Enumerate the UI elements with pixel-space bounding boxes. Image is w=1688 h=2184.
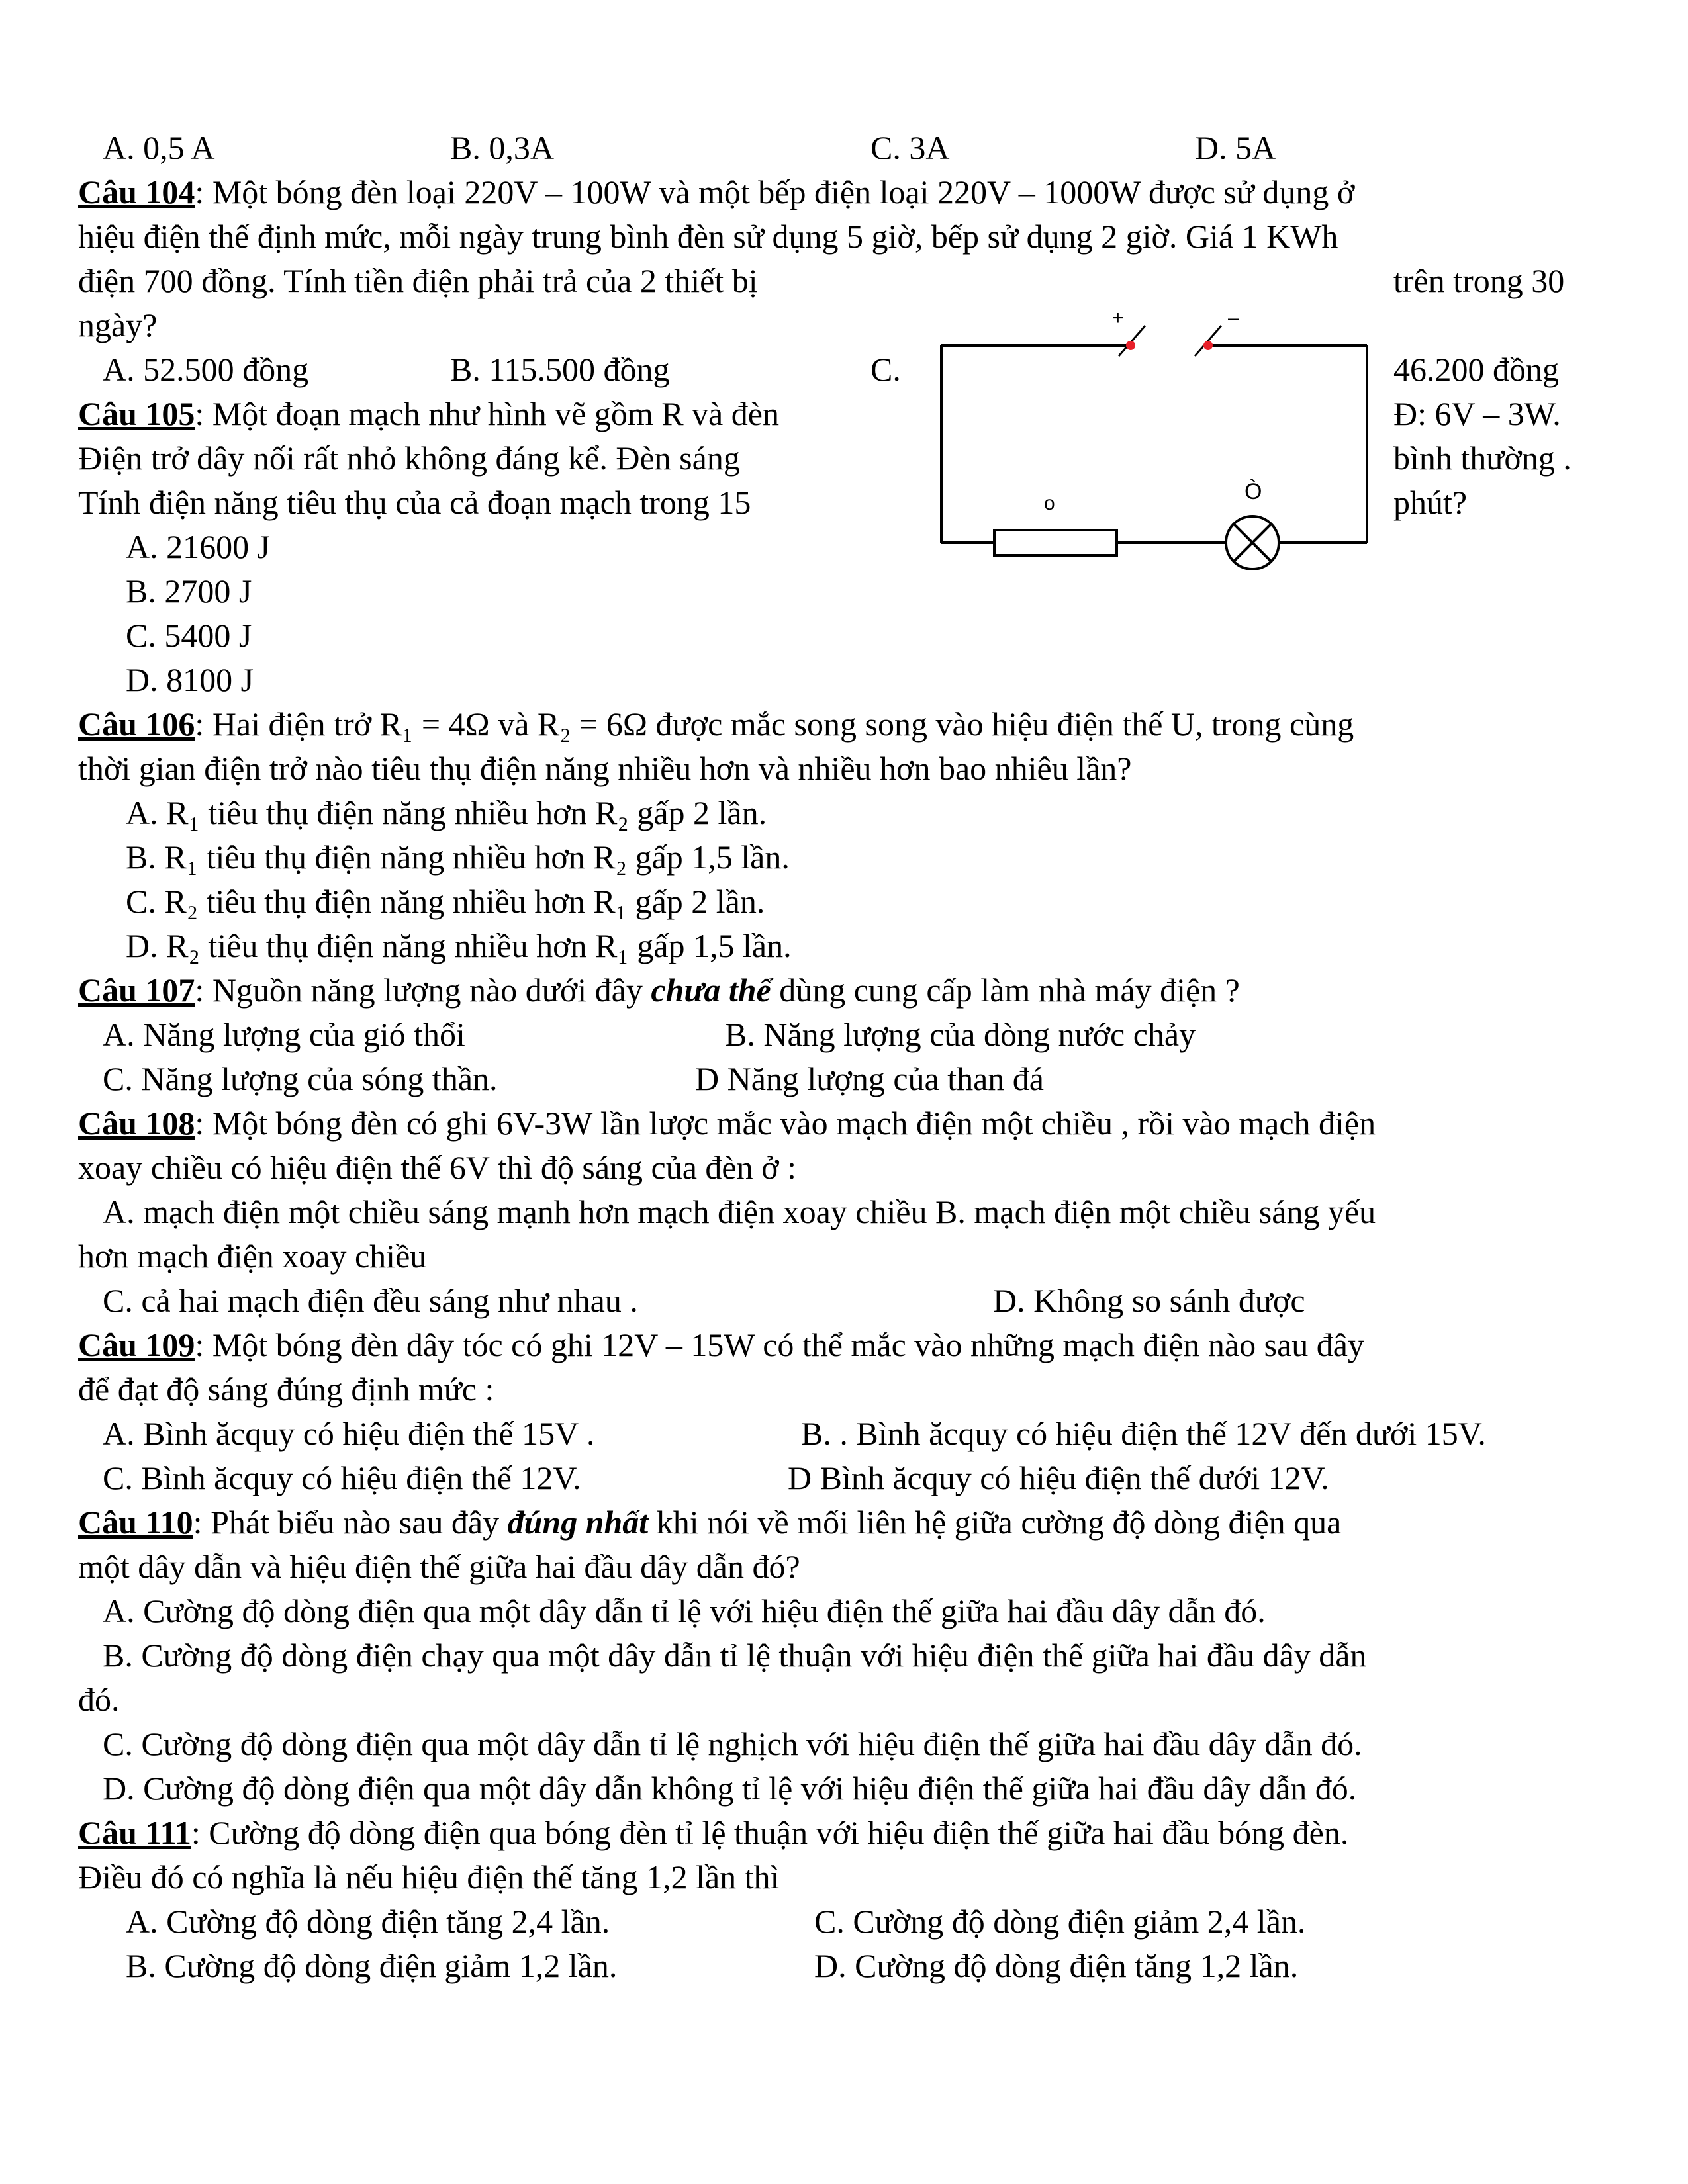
question-107-text-b: dùng cung cấp làm nhà máy điện ?	[771, 972, 1240, 1009]
question-105-line-1b: Đ: 6V – 3W.	[1393, 395, 1561, 432]
question-111-line-2: Điều đó có nghĩa là nếu hiệu điện thế tăng 1,2 lần thì	[78, 1858, 780, 1895]
question-104-line-2: hiệu điện thế định mức, mỗi ngày trung bình đèn sử dụng 5 giờ, bếp sử dụng 2 giờ. Giá 1 KWh	[78, 218, 1338, 255]
question-108-label: Câu 108	[78, 1105, 195, 1142]
question-109-text-1: : Một bóng đèn dây tóc có ghi 12V – 15W có thể mắc vào những mạch điện nào sau đây	[195, 1326, 1364, 1363]
question-109-line-2: để đạt độ sáng đúng định mức :	[78, 1371, 494, 1408]
question-108-option-d: D. Không so sánh được	[993, 1282, 1305, 1319]
question-110-text-b: khi nói về mối liên hệ giữa cường độ dòng điện qua	[648, 1504, 1342, 1541]
question-104-line-1	[78, 170, 1354, 214]
resistor	[994, 530, 1117, 555]
question-104-line-3b: trên trong 30	[1393, 262, 1565, 299]
prev-option-c: C. 3A	[870, 129, 950, 166]
question-104-text-1: : Một bóng đèn loại 220V – 100W và một bếp điện loại 220V – 1000W được sử dụng ở	[195, 173, 1355, 210]
question-111-option-c: C. Cường độ dòng điện giảm 2,4 lần.	[814, 1903, 1306, 1940]
question-105-option-a: A. 21600 J	[126, 528, 271, 565]
question-106-line-2: thời gian điện trở nào tiêu thụ điện năng nhiều hơn và nhiều hơn bao nhiêu lần?	[78, 750, 1132, 787]
question-104-line-4: ngày?	[78, 306, 158, 343]
terminal-minus-dot	[1203, 341, 1213, 350]
question-110-option-b: B. Cường độ dòng điện chạy qua một dây dẫn tỉ lệ thuận với hiệu điện thế giữa hai đầu dây dẫn	[103, 1637, 1367, 1674]
question-108-option-b-cont: hơn mạch điện xoay chiều	[78, 1238, 427, 1275]
question-105-option-b: B. 2700 J	[126, 572, 252, 610]
question-110-line-2: một dây dẫn và hiệu điện thế giữa hai đầu dây dẫn đó?	[78, 1548, 800, 1585]
question-106-text-1: : Hai điện trở R₁ = 4Ω và R₂ = 6Ω được mắc song song vào hiệu điện thế U, trong cùng	[195, 705, 1354, 743]
question-111-option-b: B. Cường độ dòng điện giảm 1,2 lần.	[126, 1947, 618, 1984]
prev-option-b: B. 0,3A	[450, 129, 554, 166]
question-104-option-c-prefix: C.	[870, 351, 901, 388]
question-104-line-3a: điện 700 đồng. Tính tiền điện phải trả của 2 thiết bị	[78, 262, 758, 299]
question-110-option-b-cont: đó.	[78, 1681, 120, 1718]
question-105-label: Câu 105	[78, 395, 195, 432]
question-111-label: Câu 111	[78, 1814, 191, 1851]
question-105-line-2a: Điện trở dây nối rất nhỏ không đáng kể. Đèn sáng	[78, 439, 740, 477]
question-108-line-2: xoay chiều có hiệu điện thế 6V thì độ sáng của đèn ở :	[78, 1149, 796, 1186]
resistor-label: o	[1044, 492, 1055, 514]
question-105-line-1	[78, 392, 779, 436]
prev-option-d: D. 5A	[1195, 129, 1276, 166]
question-105-line-2b: bình thường .	[1393, 439, 1571, 477]
question-111-option-d: D. Cường độ dòng điện tăng 1,2 lần.	[814, 1947, 1299, 1984]
question-105-text-1: : Một đoạn mạch như hình vẽ gồm R và đèn	[195, 395, 779, 432]
prev-option-a: A. 0,5 A	[103, 129, 215, 166]
question-109-option-c: C. Bình ăcquy có hiệu điện thế 12V.	[103, 1459, 581, 1496]
question-107-line-1	[78, 968, 1240, 1013]
question-109-label: Câu 109	[78, 1326, 195, 1363]
question-111-text-1: : Cường độ dòng điện qua bóng đèn tỉ lệ thuận với hiệu điện thế giữa hai đầu bóng đèn.	[191, 1814, 1349, 1851]
question-105-line-3a: Tính điện năng tiêu thụ của cả đoạn mạch trong 15	[78, 484, 751, 521]
question-106-line-1	[78, 702, 1354, 747]
question-104-label: Câu 104	[78, 173, 195, 210]
lamp-label: Ò	[1244, 479, 1262, 504]
question-108-option-c: C. cả hai mạch điện đều sáng như nhau .	[103, 1282, 638, 1319]
question-106-option-c: C. R₂ tiêu thụ điện năng nhiều hơn R₁ gấp 2 lần.	[126, 883, 765, 920]
terminal-plus-stroke	[1119, 326, 1145, 356]
question-107-option-b: B. Năng lượng của dòng nước chảy	[725, 1016, 1196, 1053]
question-107-emphasis: chưa thể	[651, 972, 771, 1009]
question-110-option-d: D. Cường độ dòng điện qua một dây dẫn không tỉ lệ với hiệu điện thế giữa hai đầu dây dẫn đó.	[103, 1770, 1357, 1807]
question-108-text-1: : Một bóng đèn có ghi 6V-3W lần lược mắc vào mạch điện một chiều , rồi vào mạch điện	[195, 1105, 1376, 1142]
question-107-text-a: : Nguồn năng lượng nào dưới đây	[195, 972, 651, 1009]
question-111-line-1	[78, 1811, 1348, 1855]
question-104-option-a: A. 52.500 đồng	[103, 351, 309, 388]
minus-sign: –	[1228, 311, 1239, 329]
question-107-option-a: A. Năng lượng của gió thổi	[103, 1016, 465, 1053]
question-110-option-c: C. Cường độ dòng điện qua một dây dẫn tỉ lệ nghịch với hiệu điện thế giữa hai đầu dây dẫn đó.	[103, 1725, 1362, 1762]
question-109-option-d: D Bình ăcquy có hiệu điện thế dưới 12V.	[788, 1459, 1329, 1496]
question-106-option-a: A. R₁ tiêu thụ điện năng nhiều hơn R₂ gấp 2 lần.	[126, 794, 767, 831]
question-110-text-a: : Phát biểu nào sau đây	[193, 1504, 508, 1541]
lamp-cross	[1234, 524, 1271, 561]
question-109-line-1	[78, 1323, 1364, 1367]
question-110-line-1	[78, 1500, 1341, 1545]
plus-sign: +	[1112, 311, 1124, 329]
question-104-option-b: B. 115.500 đồng	[450, 351, 670, 388]
question-106-label: Câu 106	[78, 705, 195, 743]
question-106-option-b: B. R₁ tiêu thụ điện năng nhiều hơn R₂ gấp 1,5 lần.	[126, 839, 790, 876]
question-109-option-b: B. . Bình ăcquy có hiệu điện thế 12V đến dưới 15V.	[801, 1415, 1486, 1452]
question-106-option-d: D. R₂ tiêu thụ điện năng nhiều hơn R₁ gấp 1,5 lần.	[126, 927, 792, 964]
terminal-plus-dot	[1126, 341, 1135, 350]
question-105-line-3b: phút?	[1393, 484, 1468, 521]
circuit-diagram	[923, 311, 1387, 576]
question-107-option-c: C. Năng lượng của sóng thần.	[103, 1060, 498, 1097]
question-107-option-d: D Năng lượng của than đá	[695, 1060, 1045, 1097]
question-110-label: Câu 110	[78, 1504, 193, 1541]
question-110-option-a: A. Cường độ dòng điện qua một dây dẫn tỉ lệ với hiệu điện thế giữa hai đầu dây dẫn đó.	[103, 1592, 1266, 1629]
question-105-option-d: D. 8100 J	[126, 661, 254, 698]
question-104-option-c-value: 46.200 đồng	[1393, 351, 1559, 388]
question-110-emphasis: đúng nhất	[507, 1504, 649, 1541]
question-109-option-a: A. Bình ăcquy có hiệu điện thế 15V .	[103, 1415, 595, 1452]
question-107-label: Câu 107	[78, 972, 195, 1009]
question-108-options-ab: A. mạch điện một chiều sáng mạnh hơn mạch điện xoay chiều B. mạch điện một chiều sáng yếu	[103, 1193, 1376, 1230]
question-108-line-1	[78, 1101, 1376, 1146]
question-111-option-a: A. Cường độ dòng điện tăng 2,4 lần.	[126, 1903, 610, 1940]
question-105-option-c: C. 5400 J	[126, 617, 252, 654]
